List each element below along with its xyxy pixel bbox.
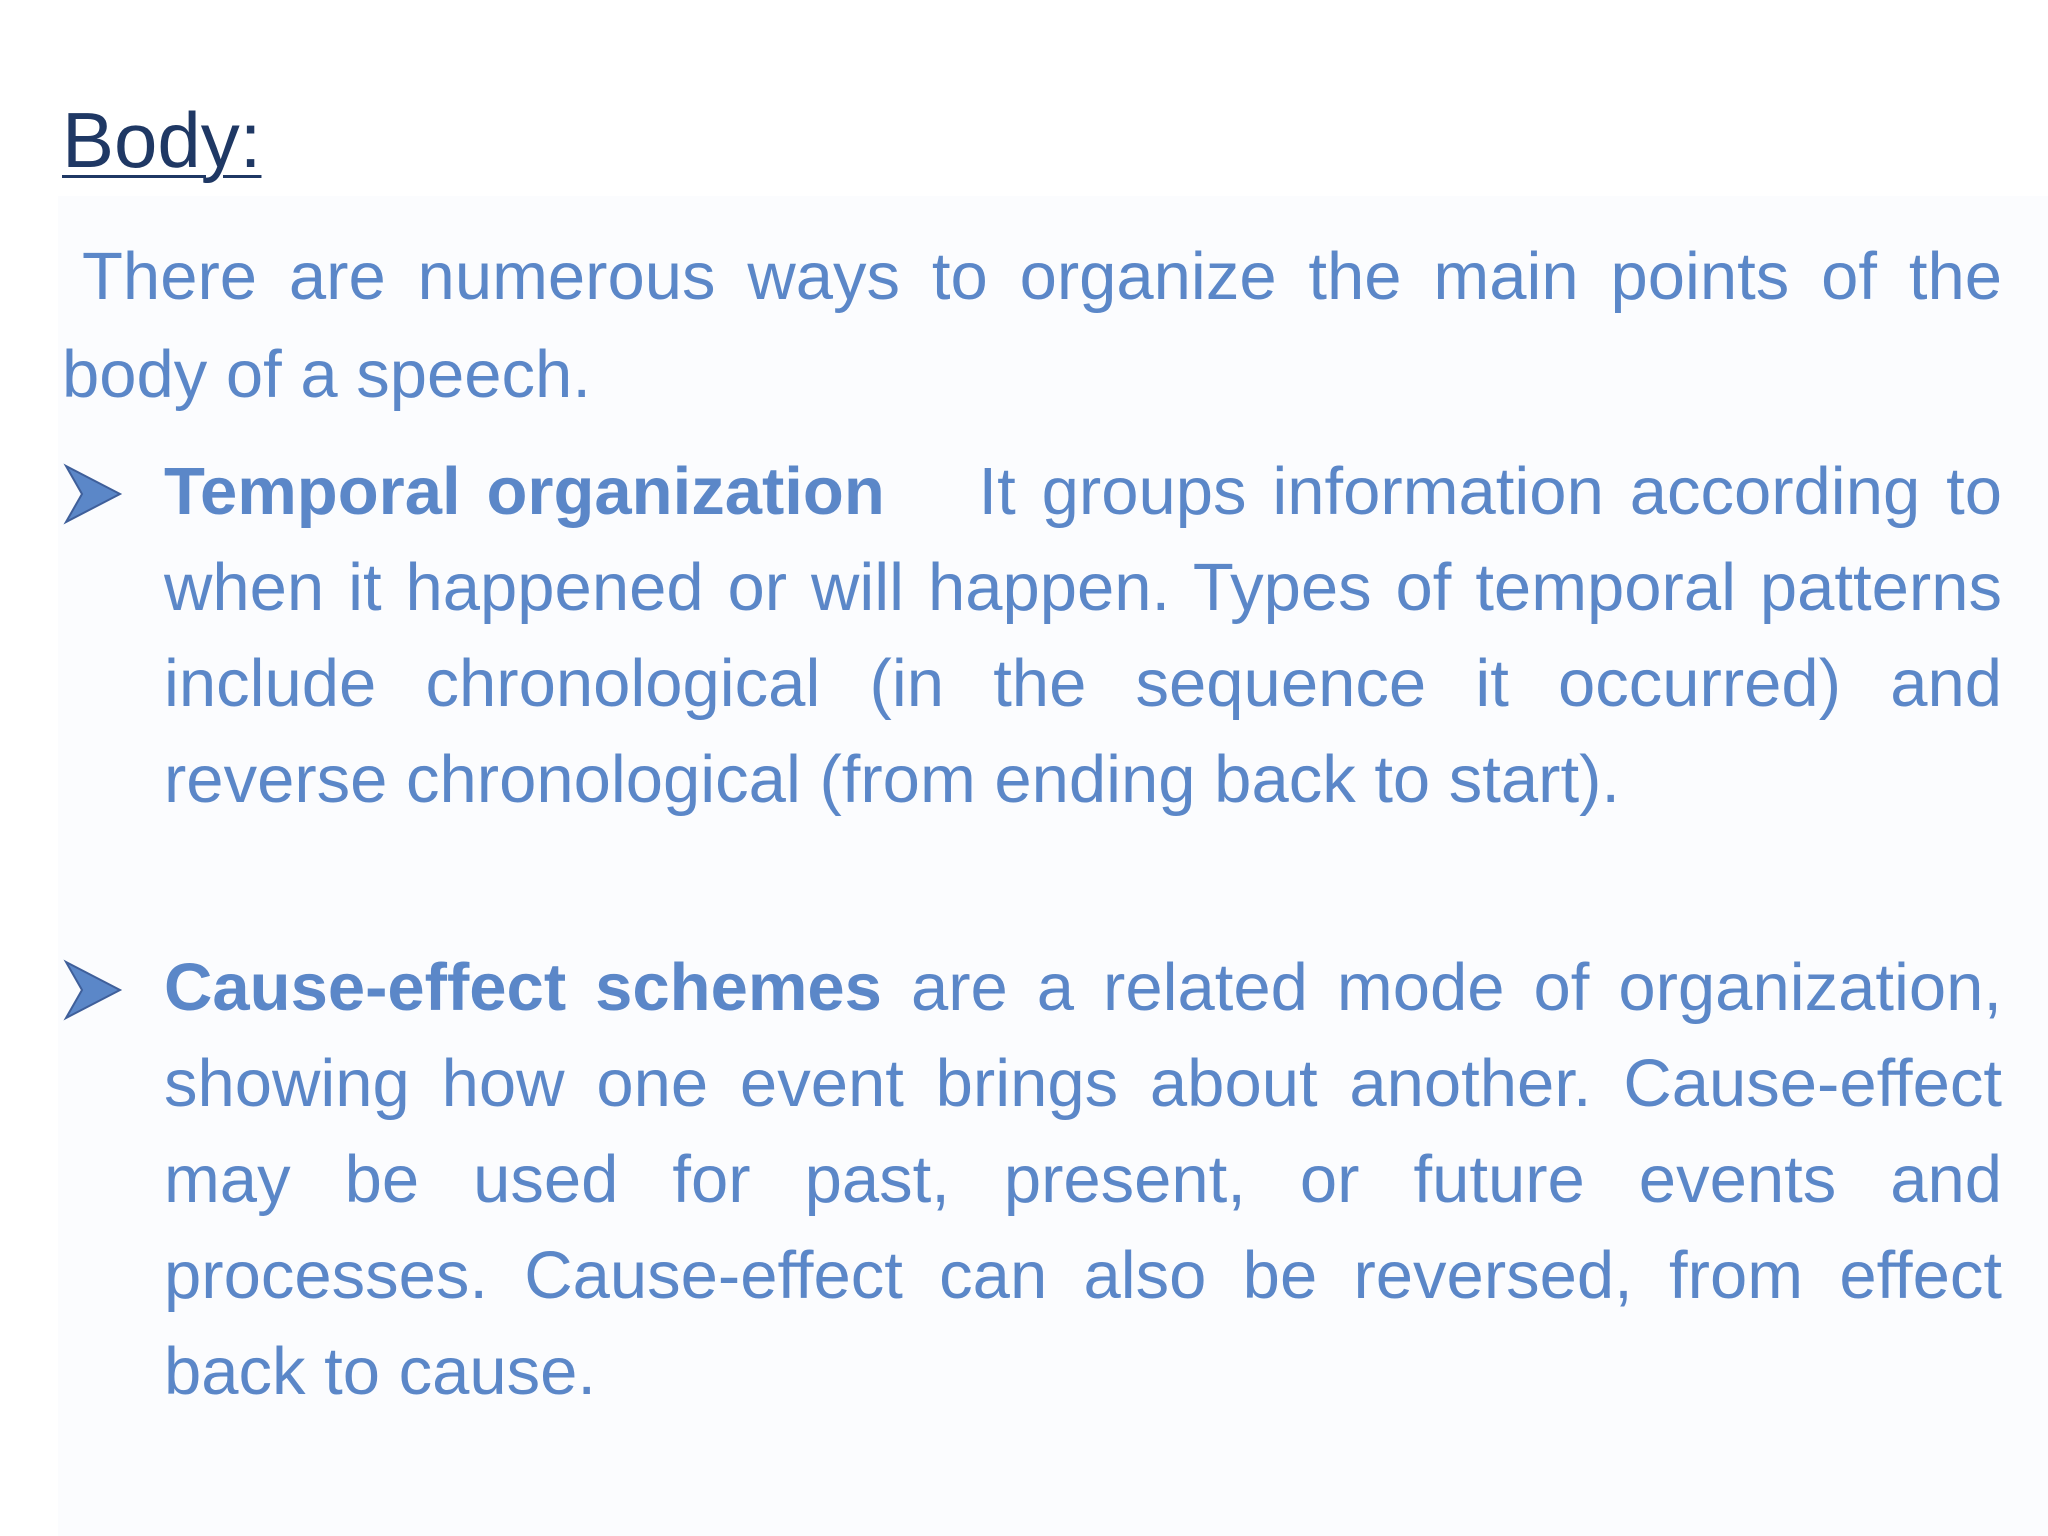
bullet-item-cause-effect-schemes — [62, 940, 2002, 1420]
bullet-text — [164, 444, 2002, 828]
bullet-description: are a related mode of organization, showing how one event brings about another. Cause-effect may be used for past, present, or future events and processes. Cause-effect can also be reversed, from effect back to cause. — [164, 950, 2002, 1409]
bullet-item-temporal-organization — [62, 444, 2002, 828]
bullet-text — [164, 940, 2002, 1420]
arrow-bullet-icon — [62, 958, 124, 1022]
arrow-bullet-icon — [62, 462, 124, 526]
slide-title: Body: — [62, 96, 262, 184]
bullet-term: Temporal organization — [164, 454, 885, 529]
intro-paragraph: There are numerous ways to organize the main points of the body of a speech. — [62, 239, 2002, 412]
bullet-description: It groups information according to when it happened or will happen. Types of temporal patterns include chronological (in the sequence it occurred) and reverse chronological (from ending back to start). — [164, 454, 2002, 817]
bullet-term: Cause-effect schemes — [164, 950, 882, 1025]
